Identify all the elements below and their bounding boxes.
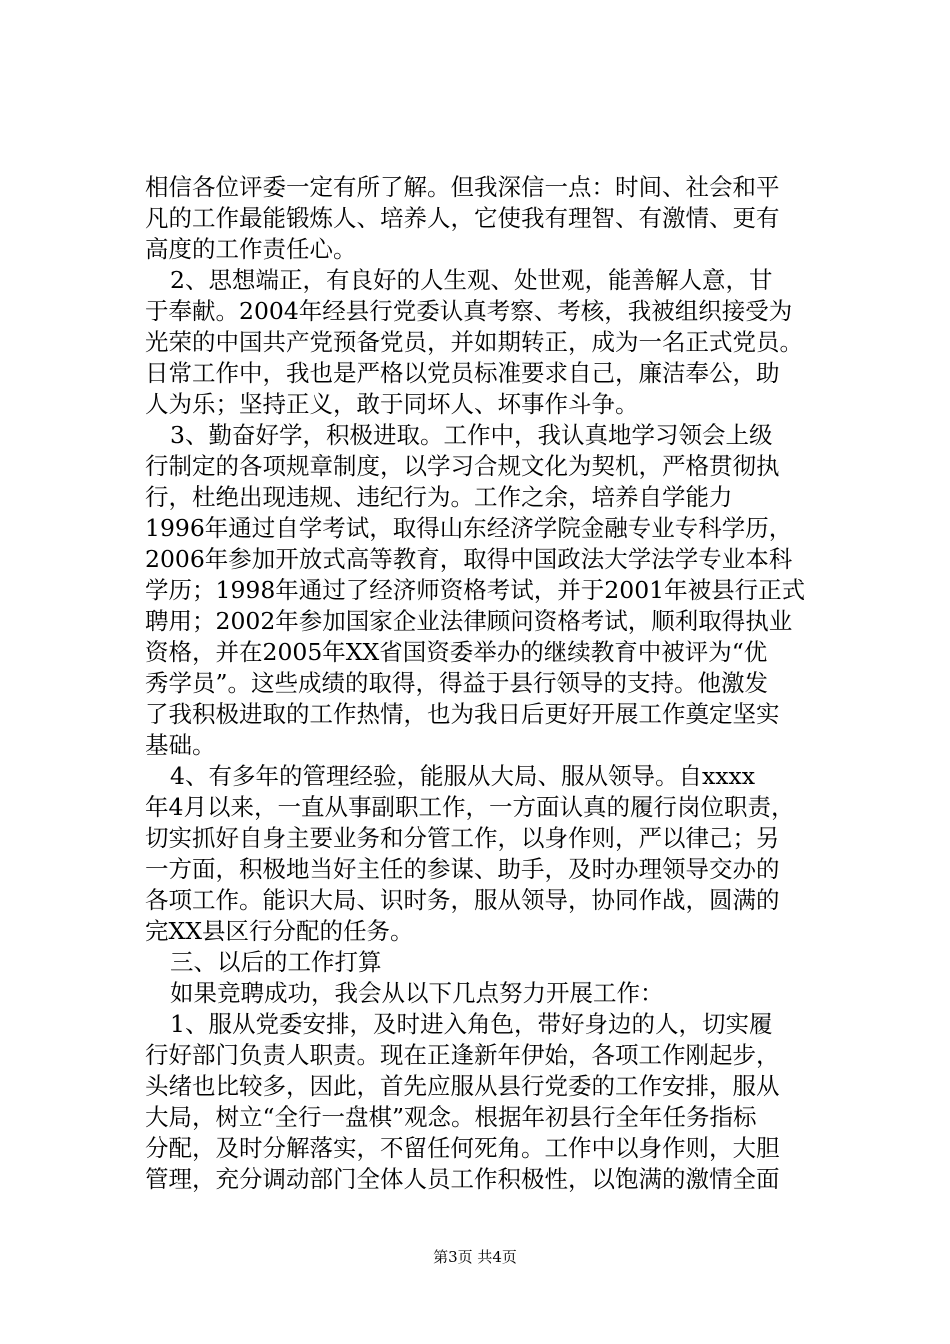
text-line: 学历；1998年通过了经济师资格考试，并于2001年被县行正式 [145,576,806,604]
text-line: 分配，及时分解落实，不留任何死角。工作中以身作则，大胆 [145,1134,780,1162]
text-line: 秀学员”。这些成绩的取得，得益于县行领导的支持。他激发 [145,669,769,697]
text-line: 行制定的各项规章制度，以学习合规文化为契机，严格贯彻执 [145,452,780,480]
text-line: 行好部门负责人职责。现在正逢新年伊始，各项工作刚起步， [145,1041,780,1069]
text-line: 切实抓好自身主要业务和分管工作，以身作则，严以律己；另 [145,824,780,852]
text-line: 1、服从党委安排，及时进入角色，带好身边的人，切实履 [170,1010,773,1038]
page-footer: 第3页 共4页 [433,1248,517,1266]
text-line: 3、勤奋好学，积极进取。工作中，我认真地学习领会上级 [170,421,773,449]
text-line: 头绪也比较多，因此，首先应服从县行党委的工作安排，服从 [145,1072,780,1100]
text-line: 人为乐；坚持正义，敢于同坏人、坏事作斗争。 [145,390,639,418]
text-line: 了我积极进取的工作热情，也为我日后更好开展工作奠定坚实 [145,700,780,728]
text-line: 如果竞聘成功，我会从以下几点努力开展工作： [170,979,664,1007]
text-line: 管理，充分调动部门全体人员工作积极性，以饱满的激情全面 [145,1165,780,1193]
text-line: 聘用；2002年参加国家企业法律顾问资格考试，顺利取得执业 [145,607,793,635]
text-line: 资格，并在2005年XX省国资委举办的继续教育中被评为“优 [145,638,768,666]
text-line: 大局，树立“全行一盘棋”观念。根据年初县行全年任务指标 [145,1103,757,1131]
text-line: 日常工作中，我也是严格以党员标准要求自己，廉洁奉公，助 [145,359,780,387]
text-line: 一方面，积极地当好主任的参谋、助手，及时办理领导交办的 [145,855,780,883]
text-line: 4、有多年的管理经验，能服从大局、服从领导。自xxxx [170,762,755,790]
text-line: 高度的工作责任心。 [145,235,357,263]
text-line: 相信各位评委一定有所了解。但我深信一点：时间、社会和平 [145,173,780,201]
text-line: 2、思想端正，有良好的人生观、处世观，能善解人意，甘 [170,266,773,294]
text-line: 基础。 [145,731,216,759]
text-line: 年4月以来，一直从事副职工作，一方面认真的履行岗位职责， [145,793,795,821]
text-line: 各项工作。能识大局、识时务，服从领导，协同作战，圆满的 [145,886,780,914]
text-line: 于奉献。2004年经县行党委认真考察、考核，我被组织接受为 [145,297,793,325]
text-line: 行，杜绝出现违规、违纪行为。工作之余，培养自学能力 [145,483,733,511]
text-line: 凡的工作最能锻炼人、培养人，它使我有理智、有激情、更有 [145,204,780,232]
text-line: 光荣的中国共产党预备党员，并如期转正，成为一名正式党员。 [145,328,803,356]
section-heading: 三、以后的工作打算 [170,948,382,976]
text-line: 2006年参加开放式高等教育，取得中国政法大学法学专业本科 [145,545,793,573]
text-line: 1996年通过自学考试，取得山东经济学院金融专业专科学历， [145,514,793,542]
text-line: 完XX县区行分配的任务。 [145,917,414,945]
